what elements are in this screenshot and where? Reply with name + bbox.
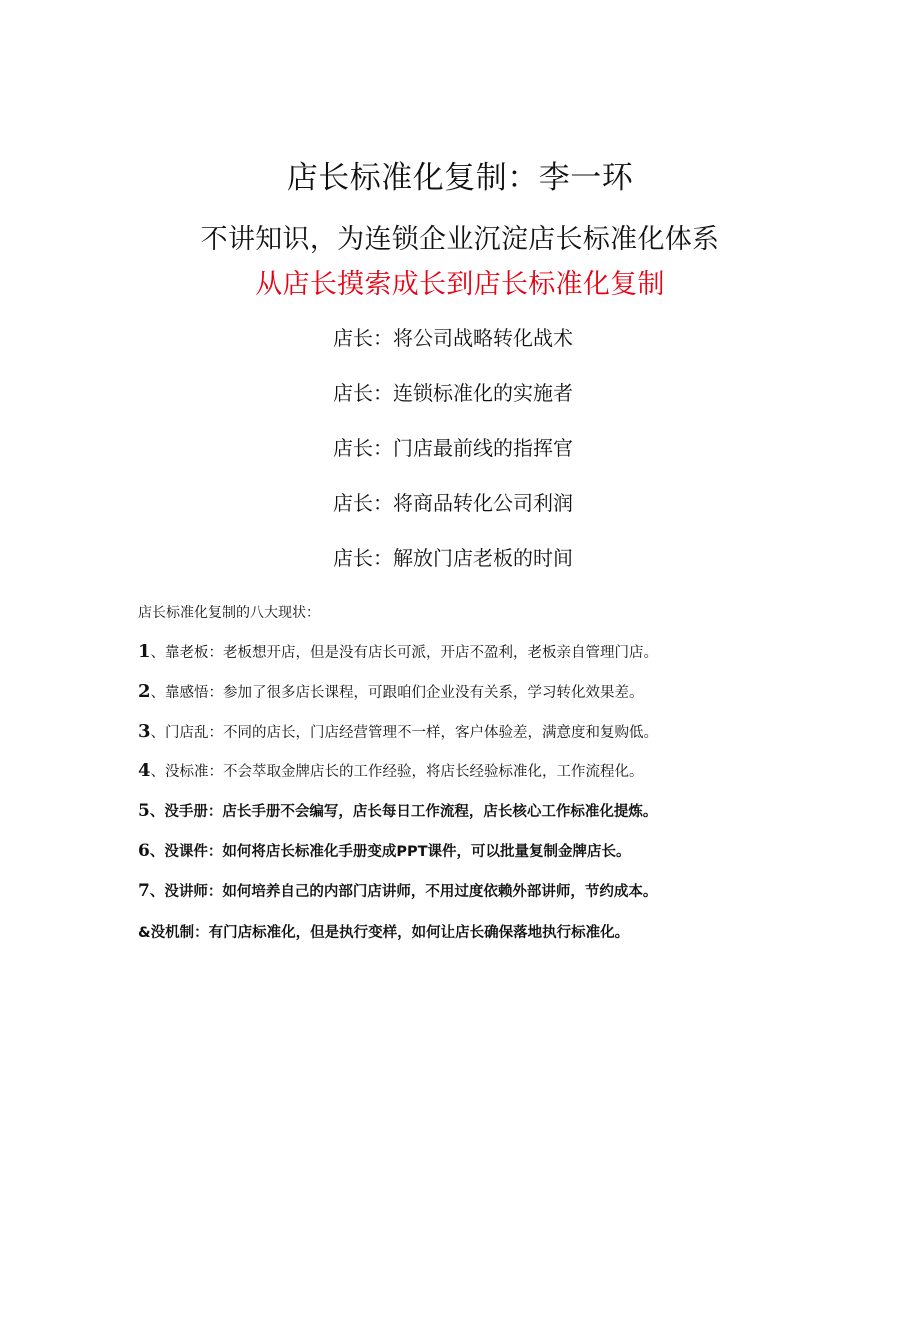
issue-text: 、没手册：店长手册不会编写，店长每日工作流程，店长核心工作标准化提炼。	[149, 804, 658, 821]
role-item: 店长：将商品转化公司利润	[333, 491, 573, 515]
store-manager-roles-list	[0, 323, 906, 598]
issue-item	[138, 879, 698, 919]
issue-number: 3	[138, 720, 151, 742]
issue-item	[138, 680, 698, 720]
issue-text: 、没课件：如何将店长标准化手册变成PPT课件，可以批量复制金牌店长。	[149, 843, 631, 860]
issue-item	[138, 799, 698, 839]
issue-text: 、门店乱：不同的店长，门店经营管理不一样，客户体验差，满意度和复购低。	[150, 724, 659, 741]
issue-item	[138, 759, 698, 799]
issue-number: 2	[138, 680, 151, 702]
document-title: 店长标准化复制：李一环	[286, 160, 634, 196]
issues-list	[138, 640, 698, 919]
section-heading: 店长标准化复制的八大现状：	[138, 605, 320, 621]
issue-text: 、靠感悟：参加了很多店长课程，可跟咱们企业没有关系，学习转化效果差。	[150, 684, 644, 701]
role-item: 店长：连锁标准化的实施者	[333, 381, 573, 405]
issue-item	[138, 720, 698, 760]
issue-item	[138, 839, 698, 879]
issue-item	[138, 640, 698, 680]
role-item: 店长：将公司战略转化战术	[333, 326, 573, 350]
issue-number: 4	[138, 760, 151, 782]
issue-text: 、靠老板：老板想开店，但是没有店长可派，开店不盈利，老板亲自管理门店。	[150, 645, 659, 661]
issue-text: 、没讲师：如何培养自己的内部门店讲师，不用过度依赖外部讲师，节约成本。	[149, 883, 658, 900]
role-item: 店长：解放门店老板的时间	[333, 546, 573, 570]
document-subtitle: 不讲知识，为连锁企业沉淀店长标准化体系	[200, 224, 720, 255]
role-item: 店长：门店最前线的指挥官	[333, 436, 573, 460]
issue-number: 5	[138, 801, 150, 822]
issue-number: 6	[138, 840, 150, 861]
issue-text: 、没标准：不会萃取金牌店长的工作经验，将店长经验标准化，工作流程化。	[150, 764, 644, 781]
issue-number: 7	[138, 880, 150, 901]
issue-item-mechanism: &没机制：有门店标准化，但是执行变样，如何让店长确保落地执行标准化。	[138, 925, 630, 941]
document-subtitle-highlight: 从店长摸索成长到店长标准化复制	[255, 269, 665, 300]
issue-number: 1	[138, 641, 151, 662]
